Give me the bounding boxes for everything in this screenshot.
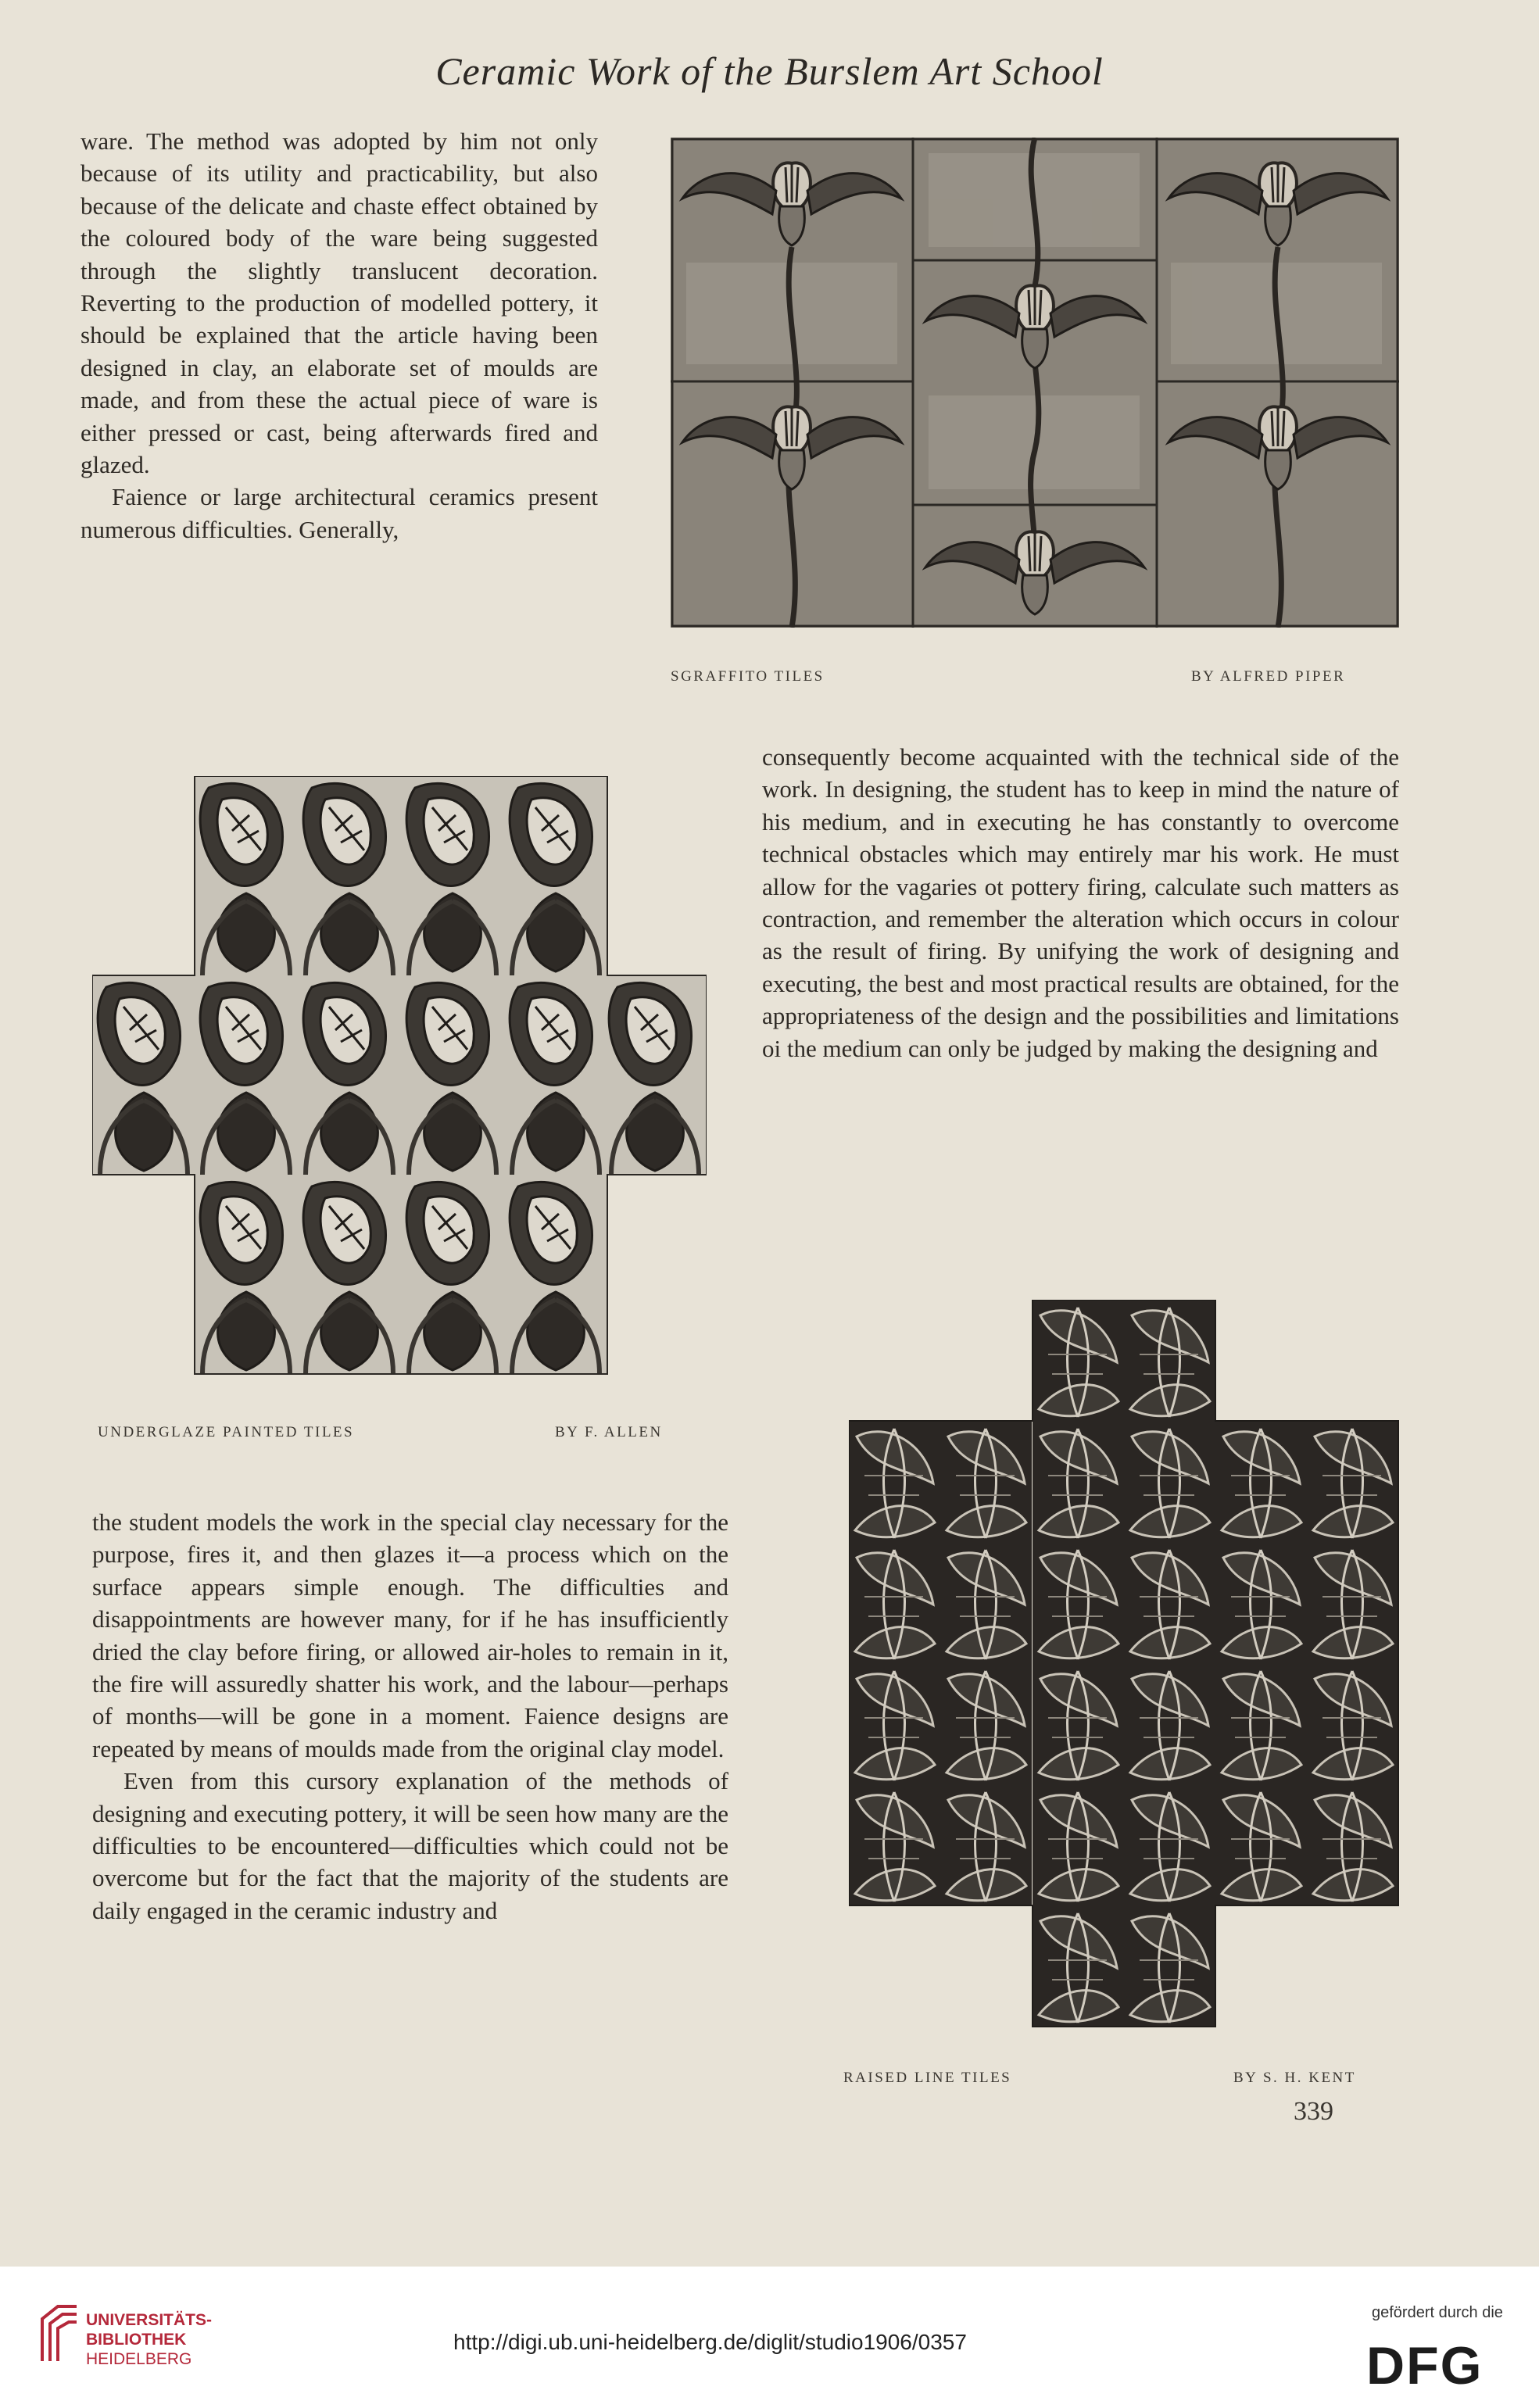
- paragraph: Even from this cursory explanation of the methods of designing and executing pottery, it will be seen how many are the difficulties to be encountered—difficulties which could not be overcome but for the fact that the majority of the students are daily engaged in the ceramic industry and: [92, 1767, 728, 1924]
- paragraph: ware. The method was adopted by him not only because of its utility and practicability, but also because of the delicate and chaste effect obtained by the coloured body of the ware being suggested through the slightly translucent decoration. Reverting to the production of modelled pottery, it should be explained that the article having been designed in clay, an elaborate set of moulds are made, and from these the actual piece of ware is either pressed or cast, being afterwards fired and glazed.: [81, 127, 598, 479]
- text-column-top-left: [81, 125, 598, 546]
- footer-bar: [0, 2267, 1539, 2408]
- sgraffito-caption-title: SGRAFFITO TILES: [671, 668, 825, 685]
- source-url-link[interactable]: http://digi.ub.uni-heidelberg.de/diglit/studio1906/0357: [453, 2330, 967, 2354]
- underglaze-caption-credit: BY F. ALLEN: [555, 1424, 663, 1440]
- library-logo-icon: [39, 2302, 80, 2367]
- paragraph: consequently become acquainted with the technical side of the work. In designing, the student has to keep in mind the nature of his medium, and in executing he has constantly to overcome technical obstacles which may entirely mar his work. He must allow for the vagaries ot pottery firing, calculate such matters as contraction, and remember the alteration which occurs in colour as the result of firing. By unifying the work of designing and executing, the best and most practical results are obtained, for the appropriateness of the design and the possibilities and limitations oi the medium can only be judged by making the designing and: [762, 743, 1399, 1062]
- page-number: 339: [1294, 2097, 1333, 2126]
- running-head: Ceramic Work of the Burslem Art School: [435, 49, 1104, 93]
- raised-caption-title: RAISED LINE TILES: [843, 2070, 1012, 2086]
- sgraffito-tiles-image: [671, 138, 1399, 628]
- library-name: [86, 2310, 212, 2369]
- sponsor-label: gefördert durch die: [1372, 2304, 1503, 2321]
- underglaze-caption-title: UNDERGLAZE PAINTED TILES: [98, 1424, 355, 1440]
- raised-caption-credit: BY S. H. KENT: [1233, 2070, 1356, 2086]
- paragraph: Faience or large architectural ceramics present numerous difficulties. Generally,: [81, 483, 598, 543]
- library-line-1: UNIVERSITÄTS-: [86, 2311, 213, 2329]
- text-column-middle-right: [762, 741, 1399, 1064]
- underglaze-tiles-image: [92, 776, 707, 1378]
- raised-line-tiles-image: [849, 1300, 1399, 2028]
- paragraph: the student models the work in the special clay necessary for the purpose, fires it, and then glazes it—a process which on the surface appears simple enough. The difficulties and disappointments are however many, for if he has insufficiently dried the clay before firing, or allowed air-holes to remain in it, the fire will assuredly shatter his work, and the labour—perhaps of months—will be gone in a moment. Faience designs are repeated by means of moulds made from the original clay model.: [92, 1508, 728, 1762]
- text-column-bottom-left: [92, 1506, 728, 1927]
- library-line-3: HEIDELBERG: [86, 2350, 192, 2368]
- sgraffito-caption-credit: BY ALFRED PIPER: [1191, 668, 1346, 685]
- dfg-logo: DFG: [1366, 2336, 1484, 2395]
- library-line-2: BIBLIOTHEK: [86, 2331, 187, 2349]
